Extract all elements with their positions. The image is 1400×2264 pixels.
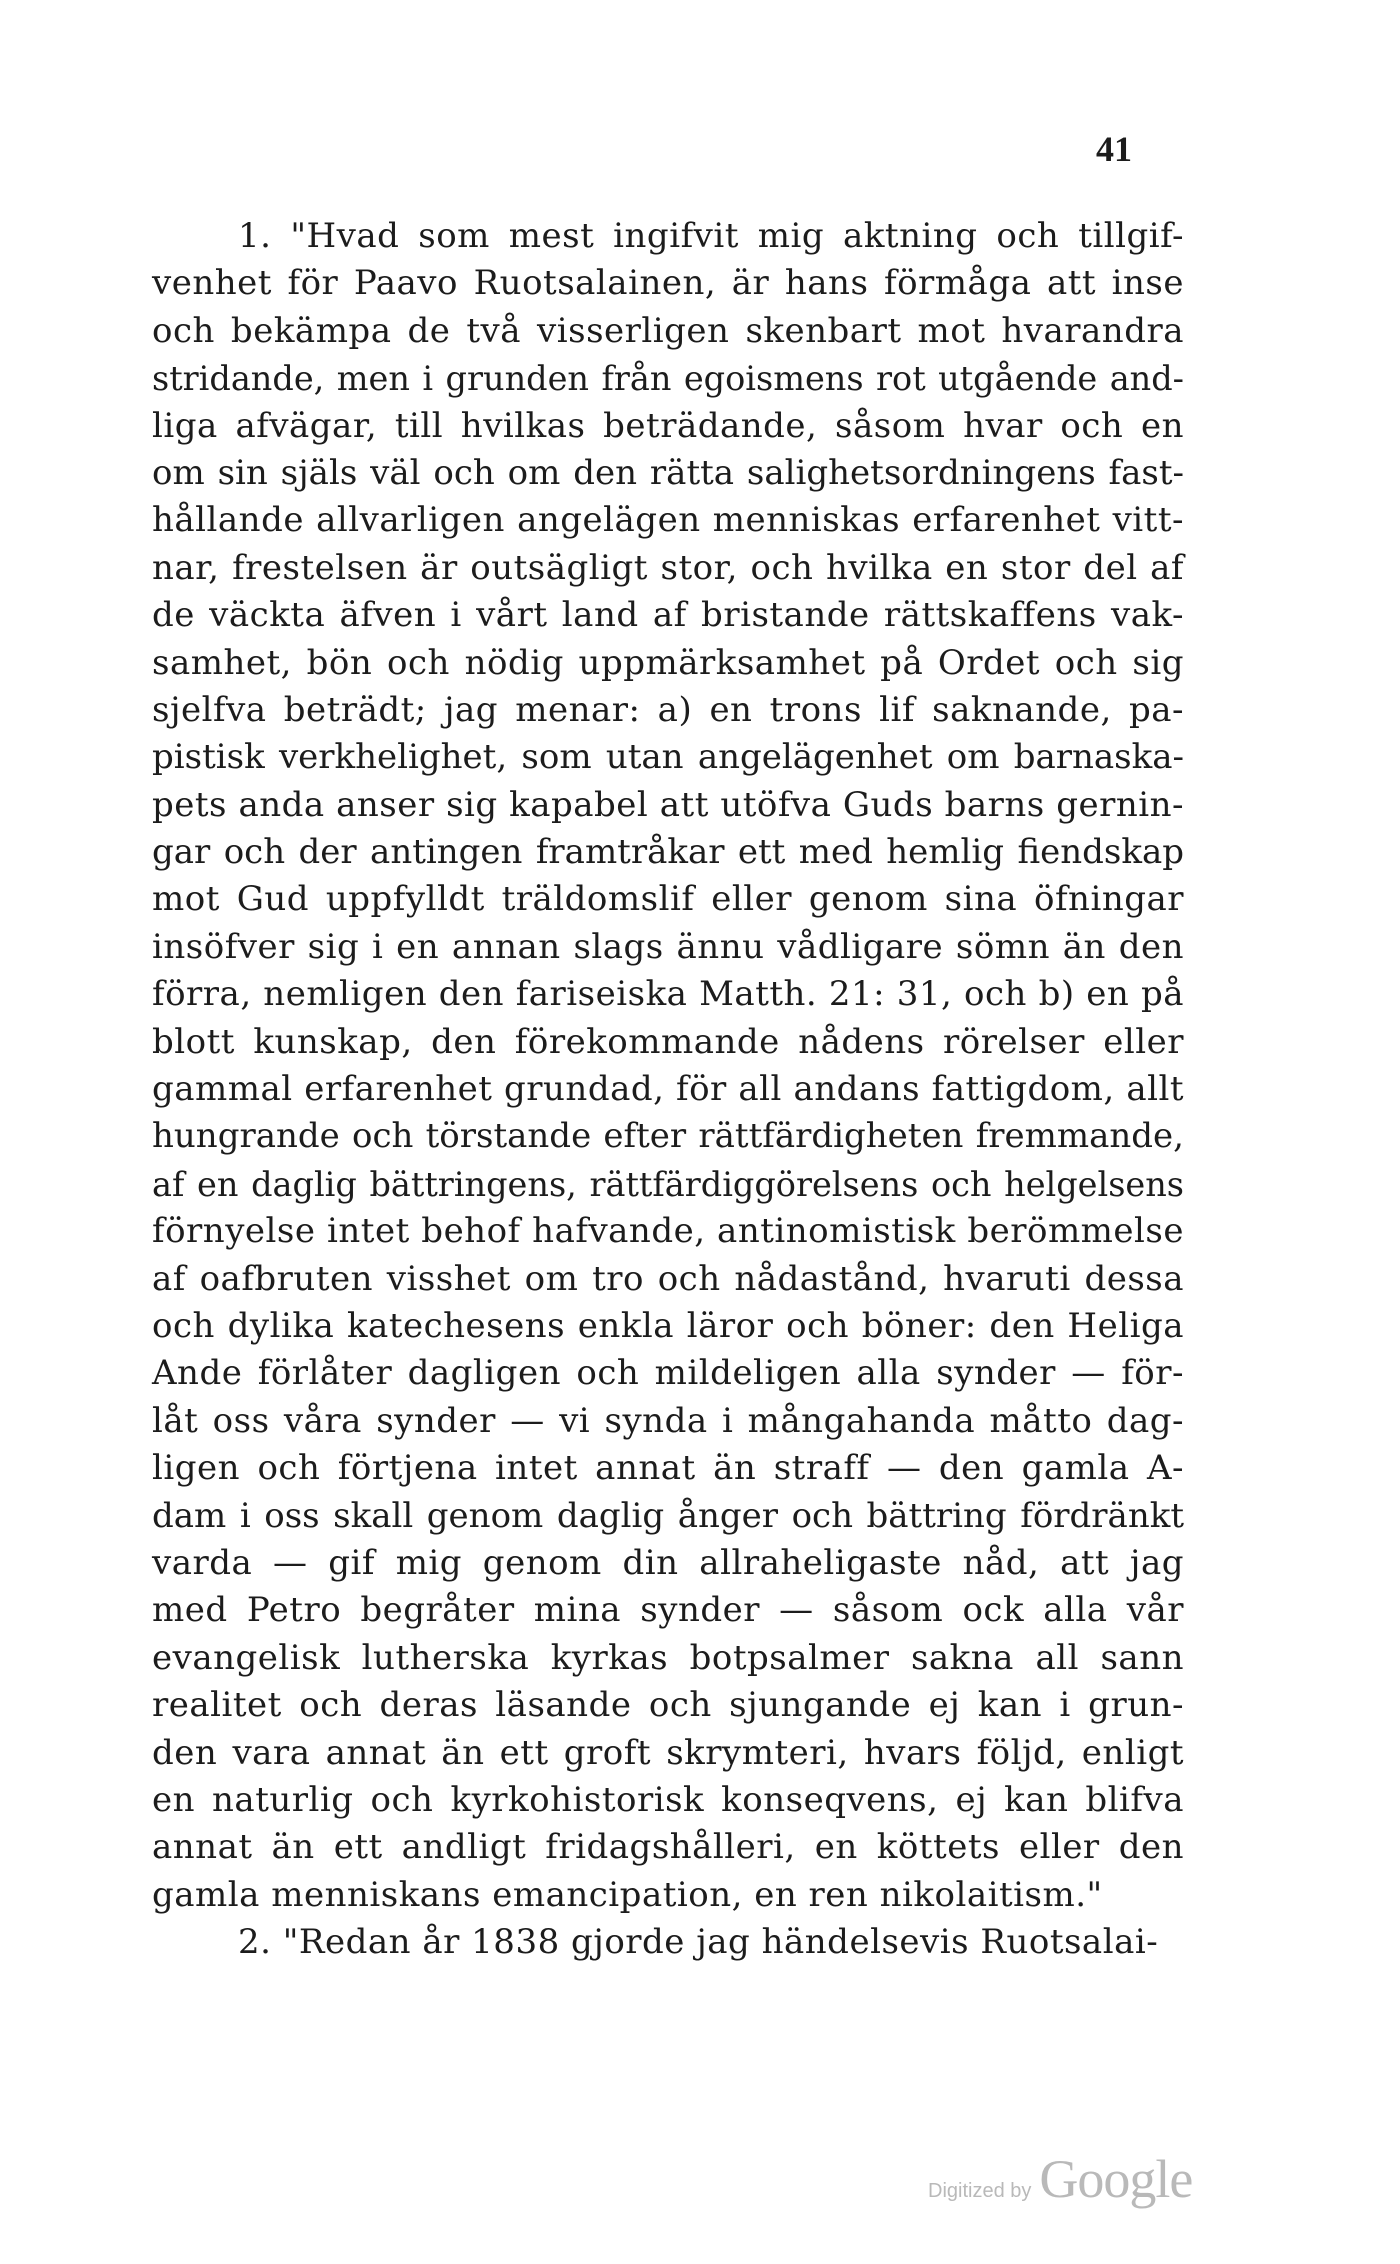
text-line: Ande förlåter dagligen och mildeligen alla synder — för-	[152, 1353, 1184, 1394]
text-line: annat än ett andligt fridagshålleri, en köttets eller den	[152, 1827, 1184, 1868]
watermark-prefix: Digitized by	[928, 2180, 1032, 2202]
text-line: med Petro begråter mina synder — såsom ock alla vår	[152, 1590, 1184, 1631]
digitized-watermark	[928, 2148, 1192, 2210]
text-line: samhet, bön och nödig uppmärksamhet på Ordet och sig	[152, 642, 1184, 683]
text-line: om sin själs väl och om den rätta salighetsordningens fast-	[152, 452, 1184, 493]
text-line: mot Gud uppfylldt träldomslif eller genom sina öfningar	[152, 879, 1184, 920]
text-line: af en daglig bättringens, rättfärdiggörelsens och helgelsens	[152, 1164, 1184, 1204]
text-line: af oafbruten visshet om tro och nådastånd, hvaruti dessa	[152, 1258, 1184, 1299]
text-line: sjelfva beträdt; jag menar: a) en trons lif saknande, pa-	[152, 689, 1184, 730]
text-line: en naturlig och kyrkohistorisk konseqvens, ej kan blifva	[152, 1779, 1184, 1820]
text-line: låt oss våra synder — vi synda i mångahanda måtto dag-	[152, 1400, 1184, 1441]
text-line: dam i oss skall genom daglig ånger och bättring fördränkt	[152, 1495, 1184, 1536]
page-number: 41	[1096, 129, 1132, 169]
text-line: 1. "Hvad som mest ingifvit mig aktning och tillgif-	[238, 216, 1184, 256]
text-line: nar, frestelsen är outsägligt stor, och hvilka en stor del af	[152, 547, 1184, 588]
text-line: 2. "Redan år 1838 gjorde jag händelsevis Ruotsalai-	[238, 1922, 1159, 1963]
text-line: evangelisk lutherska kyrkas botpsalmer sakna all sann	[152, 1637, 1184, 1678]
text-line: ligen och förtjena intet annat än straff — den gamla A-	[152, 1448, 1184, 1489]
text-line: de väckta äfven i vårt land af bristande rättskaffens vak-	[152, 595, 1184, 636]
text-line: gammal erfarenhet grundad, för all andans fattigdom, allt	[152, 1069, 1184, 1110]
text-line: och dylika katechesens enkla läror och böner: den Heliga	[152, 1305, 1184, 1346]
text-line: hållande allvarligen angelägen menniskas erfarenhet vitt-	[152, 500, 1184, 541]
text-line: blott kunskap, den förekommande nådens rörelser eller	[152, 1021, 1184, 1062]
text-line: gar och der antingen framtråkar ett med hemlig fiendskap	[152, 832, 1184, 873]
text-line: stridande, men i grunden från egoismens rot utgående and-	[152, 359, 1184, 399]
text-line: och bekämpa de två visserligen skenbart mot hvarandra	[152, 310, 1184, 351]
text-line: venhet för Paavo Ruotsalainen, är hans förmåga att inse	[152, 263, 1184, 304]
text-line: pets anda anser sig kapabel att utöfva Guds barns gernin-	[152, 784, 1184, 825]
text-line: förra, nemligen den fariseiska Matth. 21: 31, och b) en på	[152, 974, 1184, 1015]
google-logo: Google	[1039, 2149, 1193, 2209]
text-line: liga afvägar, till hvilkas beträdande, såsom hvar och en	[152, 405, 1184, 446]
text-line: den vara annat än ett groft skrymteri, hvars följd, enligt	[152, 1732, 1184, 1773]
text-line: gamla menniskans emancipation, en ren nikolaitism."	[152, 1874, 1103, 1915]
text-line: pistisk verkhelighet, som utan angelägenhet om barnaska-	[152, 737, 1184, 778]
text-line: förnyelse intet behof hafvande, antinomistisk berömmelse	[152, 1211, 1184, 1252]
text-line: realitet och deras läsande och sjungande ej kan i grun-	[152, 1685, 1184, 1726]
body-text	[152, 213, 1184, 1966]
text-line: insöfver sig i en annan slags ännu vådligare sömn än den	[152, 926, 1184, 967]
text-line: hungrande och törstande efter rättfärdigheten fremmande,	[152, 1116, 1184, 1157]
text-line: varda — gif mig genom din allraheligaste nåd, att jag	[152, 1542, 1184, 1583]
